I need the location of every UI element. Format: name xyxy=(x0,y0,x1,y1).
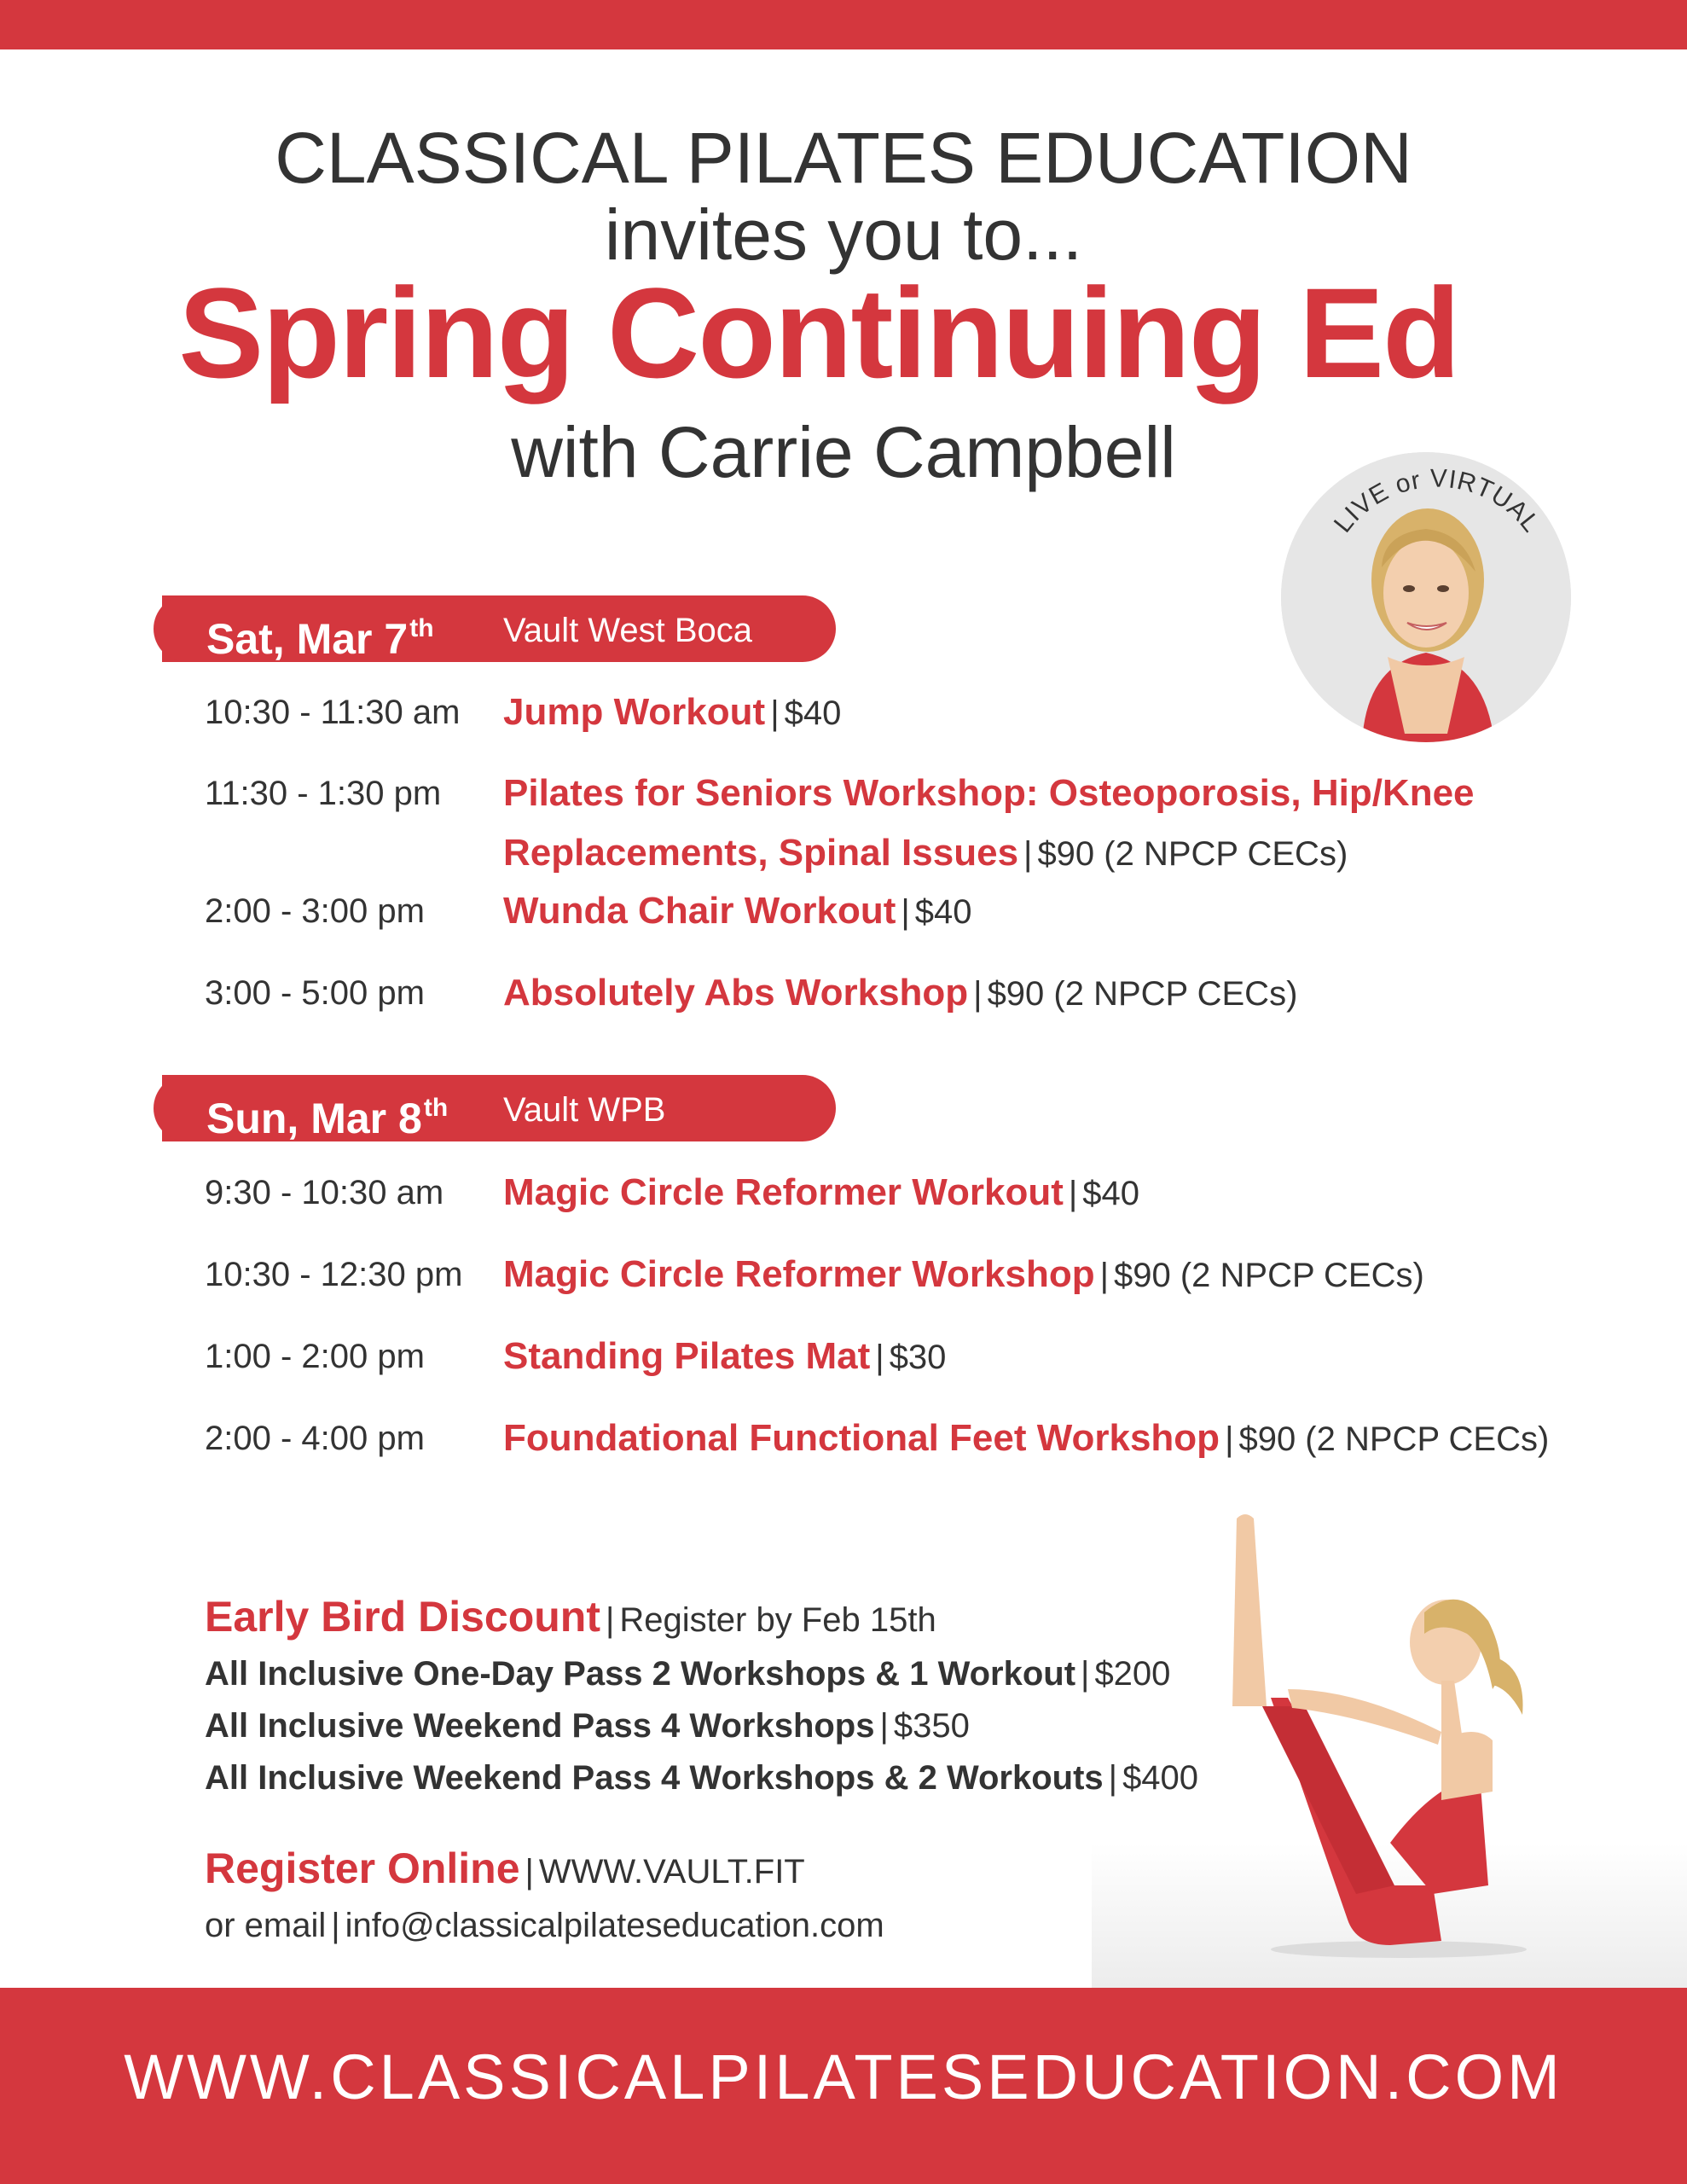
price-separator: | xyxy=(1108,1759,1118,1797)
top-banner xyxy=(0,0,1687,49)
price-separator: | xyxy=(331,1907,340,1944)
price-separator: | xyxy=(1099,1257,1109,1294)
session-time: 2:00 - 3:00 pm xyxy=(205,892,425,930)
session-price: $90 (2 NPCP CECs) xyxy=(1238,1420,1550,1458)
early-bird-discount xyxy=(205,1587,936,1658)
session-time: 9:30 - 10:30 am xyxy=(205,1174,444,1211)
session-time: 10:30 - 12:30 pm xyxy=(205,1256,463,1293)
event-title: Spring Continuing Ed xyxy=(178,261,1459,404)
price-separator: | xyxy=(770,694,780,732)
pass-item xyxy=(205,1700,970,1759)
price-separator: | xyxy=(606,1601,615,1639)
badge-text: LIVE or VIRTUAL xyxy=(1328,464,1546,538)
session-time: 3:00 - 5:00 pm xyxy=(205,974,425,1012)
session-price: $90 (2 NPCP CECs) xyxy=(987,975,1298,1013)
email-label: or email xyxy=(205,1907,327,1944)
day-header-sunday xyxy=(162,1075,836,1141)
register-email xyxy=(205,1896,884,1963)
pass-name: All Inclusive Weekend Pass 4 Workshops xyxy=(205,1707,875,1745)
svg-text:LIVE or VIRTUAL xyxy=(1329,465,1545,538)
instructor-line: with Carrie Campbell xyxy=(511,412,1176,492)
session-title: Foundational Functional Feet Workshop xyxy=(503,1417,1220,1459)
price-separator: | xyxy=(1023,835,1033,873)
pass-name: All Inclusive Weekend Pass 4 Workshops & 2 Workouts xyxy=(205,1759,1104,1797)
price-separator: | xyxy=(879,1707,889,1745)
pass-price: $350 xyxy=(893,1707,970,1745)
invite-line: invites you to... xyxy=(604,195,1083,275)
register-title: Register Online xyxy=(205,1844,520,1892)
email-link[interactable]: info@classicalpilateseducation.com xyxy=(345,1907,884,1944)
session-time: 1:00 - 2:00 pm xyxy=(205,1338,425,1375)
session-title: Absolutely Abs Workshop xyxy=(503,972,969,1014)
price-separator: | xyxy=(525,1853,534,1891)
organization-name: CLASSICAL PILATES EDUCATION xyxy=(275,118,1412,198)
pass-item xyxy=(205,1648,1170,1707)
session-price: $90 (2 NPCP CECs) xyxy=(1037,835,1348,873)
price-separator: | xyxy=(875,1339,884,1376)
pass-item xyxy=(205,1752,1198,1811)
footer-website-link[interactable]: WWW.CLASSICALPILATESEDUCATION.COM xyxy=(124,2042,1563,2112)
price-separator: | xyxy=(973,975,983,1013)
session-time: 11:30 - 1:30 pm xyxy=(205,775,442,812)
session-time: 2:00 - 4:00 pm xyxy=(205,1420,425,1457)
venue-label: Vault WPB xyxy=(503,1091,666,1129)
session-title: Wunda Chair Workout xyxy=(503,890,896,932)
pilates-pose-illustration xyxy=(1186,1484,1544,1962)
register-url-link[interactable]: WWW.VAULT.FIT xyxy=(538,1853,805,1891)
live-or-virtual-badge xyxy=(1313,461,1561,572)
session-title: Magic Circle Reformer Workout xyxy=(503,1171,1064,1213)
session-time: 10:30 - 11:30 am xyxy=(205,694,461,731)
session-title: Jump Workout xyxy=(503,691,766,733)
session-price: $40 xyxy=(914,893,972,931)
day-label: Sat, Mar 7 xyxy=(206,615,409,663)
day-ordinal: th xyxy=(423,1094,449,1122)
price-separator: | xyxy=(1081,1655,1090,1693)
price-separator: | xyxy=(1225,1420,1234,1458)
discount-title: Early Bird Discount xyxy=(205,1593,600,1641)
session-price: $90 (2 NPCP CECs) xyxy=(1113,1257,1424,1294)
session-price: $40 xyxy=(784,694,842,732)
price-separator: | xyxy=(901,893,910,931)
day-ordinal: th xyxy=(409,614,434,642)
venue-label: Vault West Boca xyxy=(503,612,752,649)
day-label: Sun, Mar 8 xyxy=(206,1095,422,1142)
pass-name: All Inclusive One-Day Pass 2 Workshops & 1 Workout xyxy=(205,1655,1076,1693)
session-title: Magic Circle Reformer Workshop xyxy=(503,1253,1095,1295)
session-title: Pilates for Seniors Workshop: Osteoporosis, Hip/Knee Replacements, Spinal Issues xyxy=(503,772,1475,874)
discount-deadline: Register by Feb 15th xyxy=(619,1601,936,1639)
day-header-saturday xyxy=(162,595,836,662)
session-price: $30 xyxy=(889,1339,947,1376)
pass-price: $400 xyxy=(1122,1759,1199,1797)
pass-price: $200 xyxy=(1094,1655,1171,1693)
price-separator: | xyxy=(1068,1175,1078,1212)
session-price: $40 xyxy=(1082,1175,1140,1212)
session-title: Standing Pilates Mat xyxy=(503,1335,871,1377)
